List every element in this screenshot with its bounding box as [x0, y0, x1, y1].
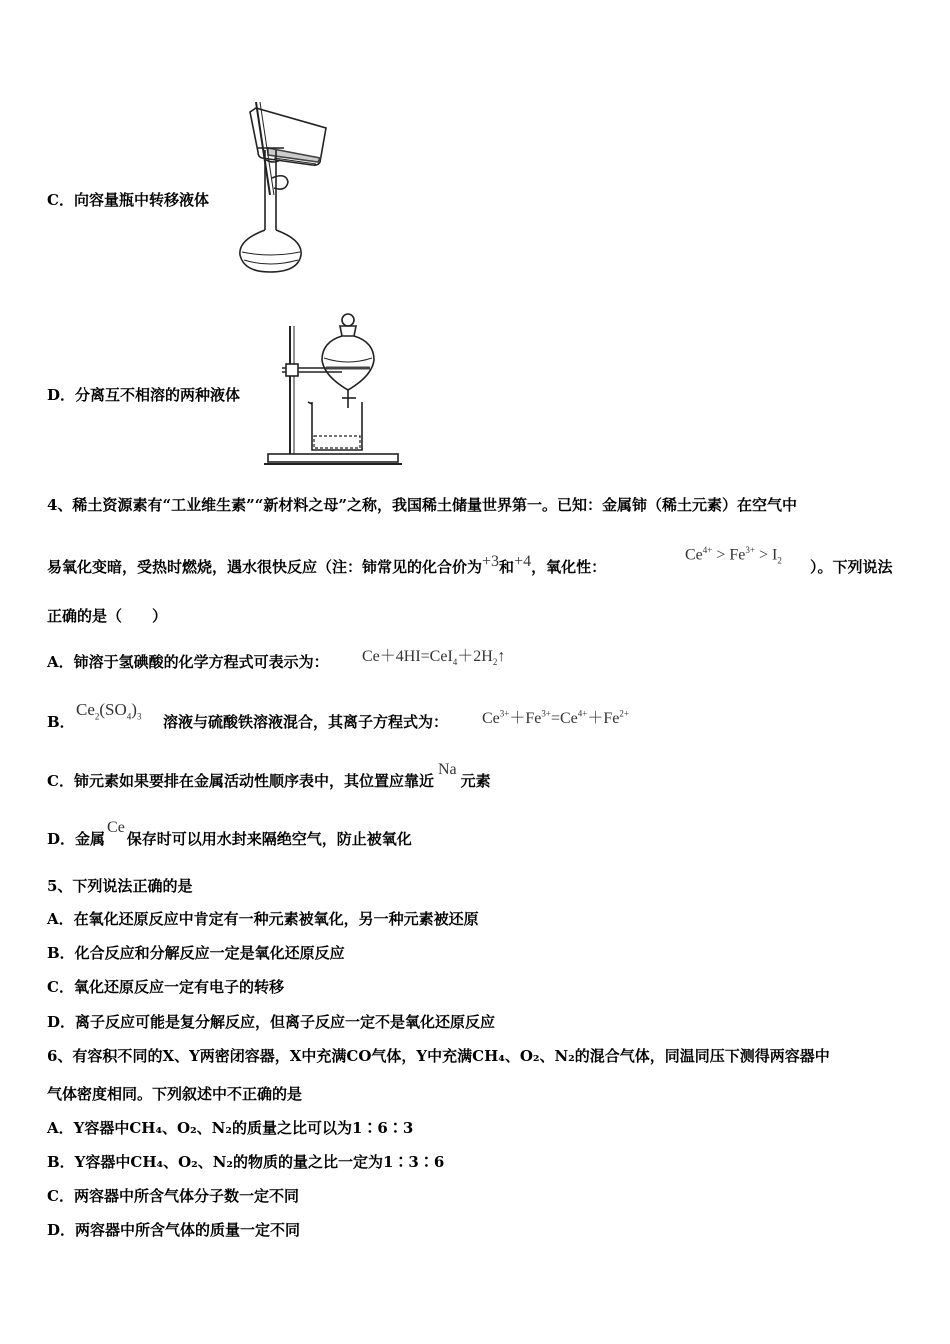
- q4-line2-text-b: ，氧化性：: [531, 558, 607, 576]
- q5-stem: 5、下列说法正确的是: [47, 877, 193, 895]
- oxidizing-order-formula: $Ce^{4+} > Fe^{3+} > I_2$: [685, 545, 782, 566]
- q6-option-c: C．两容器中所含气体分子数一定不同: [47, 1187, 299, 1205]
- q4-option-c: [47, 761, 491, 792]
- q6-option-b: B．Y容器中CH₄、O₂、N₂的物质的量之比一定为1∶3∶6: [47, 1153, 445, 1171]
- q4-option-d-end: 保存时可以用水封来隔绝空气，防止被氧化: [126, 830, 412, 848]
- q4-stem-line3: 正确的是（ ）: [47, 607, 168, 625]
- q4-option-d-text: D．金属: [47, 830, 106, 848]
- q4-line2-text-a: 易氧化变暗，受热时燃烧，遇水很快反应（注：铈常见的化合价为: [47, 558, 483, 576]
- q6-option-d: D．两容器中所含气体的质量一定不同: [47, 1221, 301, 1239]
- q4-and-text: 和: [499, 558, 515, 576]
- volumetric-flask-transfer-figure: [228, 100, 343, 275]
- q3-option-c: C．向容量瓶中转移液体: [47, 191, 209, 209]
- q4-option-a: [47, 652, 329, 672]
- q4-stem-line1: [47, 495, 797, 515]
- cerium-symbol: Ce: [107, 819, 125, 836]
- q5-option-b: B．化合反应和分解反应一定是氧化还原反应: [47, 944, 345, 962]
- q4-option-b-text: 溶液与硫酸铁溶液混合，其离子方程式为：: [163, 713, 449, 731]
- q6-stem-line1: 6、有容积不同的X、Y两密闭容器，X中充满CO气体，Y中充满CH₄、O₂、N₂的混合气体，同温同压下测得两容器中: [47, 1047, 830, 1065]
- valence-plus4: +4: [514, 553, 532, 570]
- q4-line1-text: 4、稀土资源素有“工业维生素”“新材料之母”之称，我国稀土储量世界第一。已知：金属铈（稀土元素）在空气中: [47, 496, 797, 514]
- q5-option-c: C．氧化还原反应一定有电子的转移: [47, 978, 284, 996]
- q4-stem-line2: [47, 553, 607, 578]
- q4-option-b-equation: $Ce^{3+}+Fe^{3+}=Ce^{4+}+Fe^{2+}$: [482, 708, 629, 727]
- q3-option-d: D．分离互不相溶的两种液体: [47, 386, 241, 404]
- q4-line2-text-c: ）。下列说法: [810, 558, 893, 576]
- q5-option-d: D．离子反应可能是复分解反应，但离子反应一定不是氧化还原反应: [47, 1013, 496, 1031]
- q5-option-a: A．在氧化还原反应中肯定有一种元素被氧化，另一种元素被还原: [47, 910, 479, 928]
- separatory-funnel-figure: [262, 308, 412, 470]
- q4-option-c-text: C．铈元素如果要排在金属活动性顺序表中，其位置应靠近: [47, 772, 434, 790]
- sodium-symbol: Na: [437, 761, 457, 778]
- q4-option-a-equation: $Ce+4HI=CeI_4+2H_2↑$: [362, 648, 506, 668]
- q6-option-a: A．Y容器中CH₄、O₂、N₂的质量之比可以为1∶6∶3: [47, 1119, 414, 1137]
- q4-option-a-text: A．铈溶于氢碘酸的化学方程式可表示为：: [47, 653, 329, 671]
- cerium-sulfate-formula: $Ce_2(SO_4)_3$: [76, 700, 142, 722]
- q4-option-c-end: 元素: [460, 772, 491, 790]
- q6-stem-line2: 气体密度相同。下列叙述中不正确的是: [47, 1085, 303, 1103]
- q4-option-b: B．: [47, 713, 75, 731]
- valence-plus3: +3: [482, 553, 500, 570]
- q4-option-d: [47, 819, 412, 850]
